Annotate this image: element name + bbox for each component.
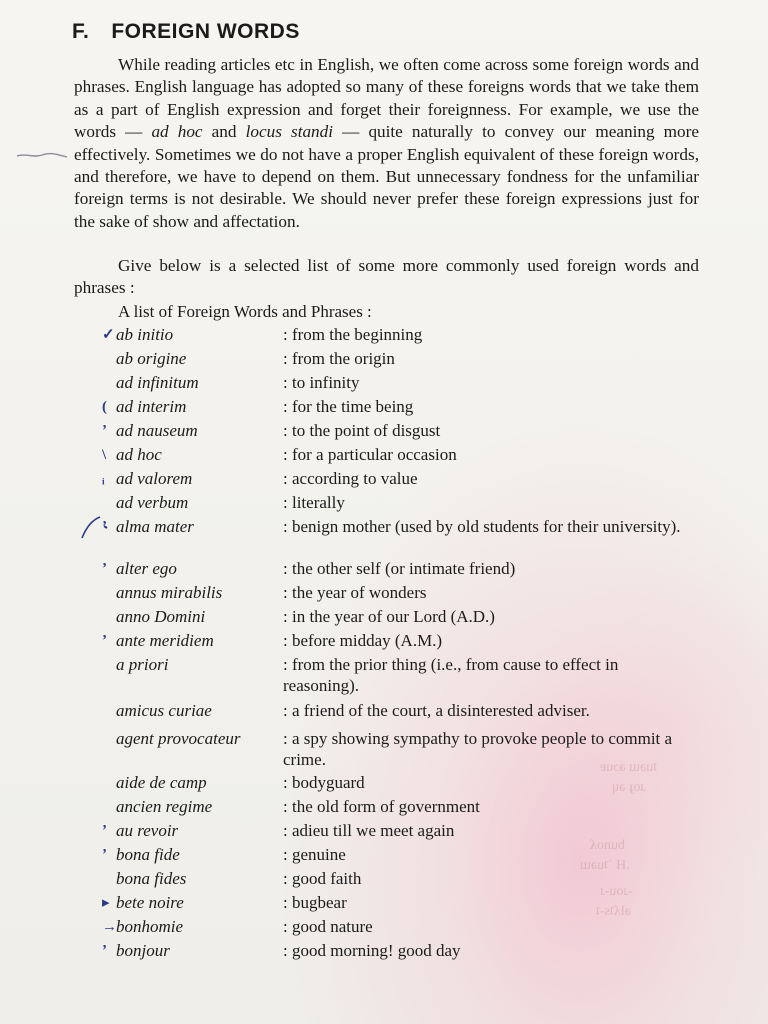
section-title [72,20,300,44]
section-letter: F. [72,20,90,43]
foreign-term: bona fides [116,869,187,888]
term-definition: : genuine [283,845,346,864]
term-definition: : the year of wonders [283,583,427,602]
foreign-term: ancien regime [116,797,213,816]
section-heading: FOREIGN WORDS [111,20,300,43]
foreign-term: ad hoc [116,445,162,464]
pen-mark-icon: ✓ [102,327,115,343]
foreign-term: au revoir [116,821,179,840]
term-definition: : a spy showing sympathy to provoke people to commit a crime. [283,729,673,769]
pen-mark-icon: ʼ [102,943,107,959]
list-intro-paragraph: Give below is a selected list of some more commonly used foreign words and phrases : [74,256,699,298]
term-definition: : to infinity [283,373,360,392]
term-definition: : good morning! good day [283,941,461,960]
foreign-term: bonjour [116,941,170,960]
foreign-term: ad verbum [116,493,189,512]
term-definition: : the old form of government [283,797,480,816]
term-definition: : literally [283,493,345,512]
term-definition: : a friend of the court, a disinterested adviser. [283,701,590,720]
foreign-term: a priori [116,655,169,674]
foreign-term: ad infinitum [116,373,199,392]
term-definition: : for the time being [283,397,414,416]
foreign-term: ab initio [116,325,174,344]
term-definition: : bugbear [283,893,347,912]
bleed-through-text: .H ˙ʇuǝɯ [580,858,630,873]
intro-paragraph: While reading articles etc in English, we often come across some foreign words and phrases. English language has adopted so many of these foreigns words that we take them as a part of English expression and forget their foreignness. For example, we use the words — ad hoc and locus standi — quite naturally to convey our meaning more effectively. Sometimes we do not have a proper English equivalent of these foreign words, and therefore, we have to depend on them. But unnecessary fondness for the unfamiliar foreign terms is not desirable. We should never prefer these foreign expressions just for the sake of show and affectation. [74,55,699,231]
bleed-through-text: ǝlʎʇs-ʇ [596,904,631,919]
foreign-term: ad nauseum [116,421,198,440]
foreign-term: aide de camp [116,773,207,792]
example-term-ad-hoc: ad hoc [151,122,203,142]
pen-mark-icon: ( [102,399,107,415]
pen-mark-icon: ᵢ [102,471,105,487]
foreign-term: alter ego [116,559,177,578]
term-definition: : according to value [283,469,418,488]
term-definition: : adieu till we meet again [283,821,455,840]
foreign-term: anno Domini [116,607,206,626]
term-definition: : from the prior thing (i.e., from cause to effect in reasoning). [283,655,619,695]
pen-mark-icon: ʼ [102,561,107,577]
bleed-through-text: ɹoɟ ǝɥ [612,780,646,795]
foreign-term: ab origine [116,349,187,368]
term-definition: : in the year of our Lord (A.D.) [283,607,495,626]
pen-mark-icon: ʼ [102,633,107,649]
foreign-term: annus mirabilis [116,583,223,602]
bleed-through-text: ʇuǝɯ ǝɔuɐ [600,760,658,775]
bleed-through-text: -ɹou-ɹ [600,884,633,899]
foreign-term: amicus curiae [116,701,212,720]
foreign-term: ad valorem [116,469,193,488]
foreign-term: bonhomie [116,917,184,936]
term-definition: : to the point of disgust [283,421,441,440]
margin-scribble-mark [16,150,68,160]
term-definition: : good faith [283,869,362,888]
pen-mark-icon: ▸ [102,895,110,911]
foreign-term: ante meridiem [116,631,214,650]
term-definition: : benign mother (used by old students for their university). [283,517,681,536]
pen-mark-icon: \ [102,447,107,463]
term-definition: : before midday (A.M.) [283,631,443,650]
list-heading: A list of Foreign Words and Phrases : [118,302,372,321]
foreign-term: agent provocateur [116,729,241,748]
term-definition: : from the origin [283,349,395,368]
pen-mark-icon: ʼ [102,847,107,863]
foreign-term: bete noire [116,893,184,912]
foreign-term: ad interim [116,397,187,416]
example-term-locus-standi: locus standi [245,122,334,142]
foreign-term: alma mater [116,517,194,536]
pen-mark-icon: ʼ [102,519,107,535]
bleed-through-text: bunoʎ [590,838,625,853]
pen-mark-icon: ʼ [102,823,107,839]
term-definition: : from the beginning [283,325,423,344]
term-definition: : good nature [283,917,373,936]
term-definition: : the other self (or intimate friend) [283,559,516,578]
term-definition: : for a particular occasion [283,445,457,464]
pen-mark-icon: ʼ [102,423,107,439]
term-definition: : bodyguard [283,773,365,792]
pen-mark-icon: → [102,919,117,935]
foreign-term: bona fide [116,845,180,864]
